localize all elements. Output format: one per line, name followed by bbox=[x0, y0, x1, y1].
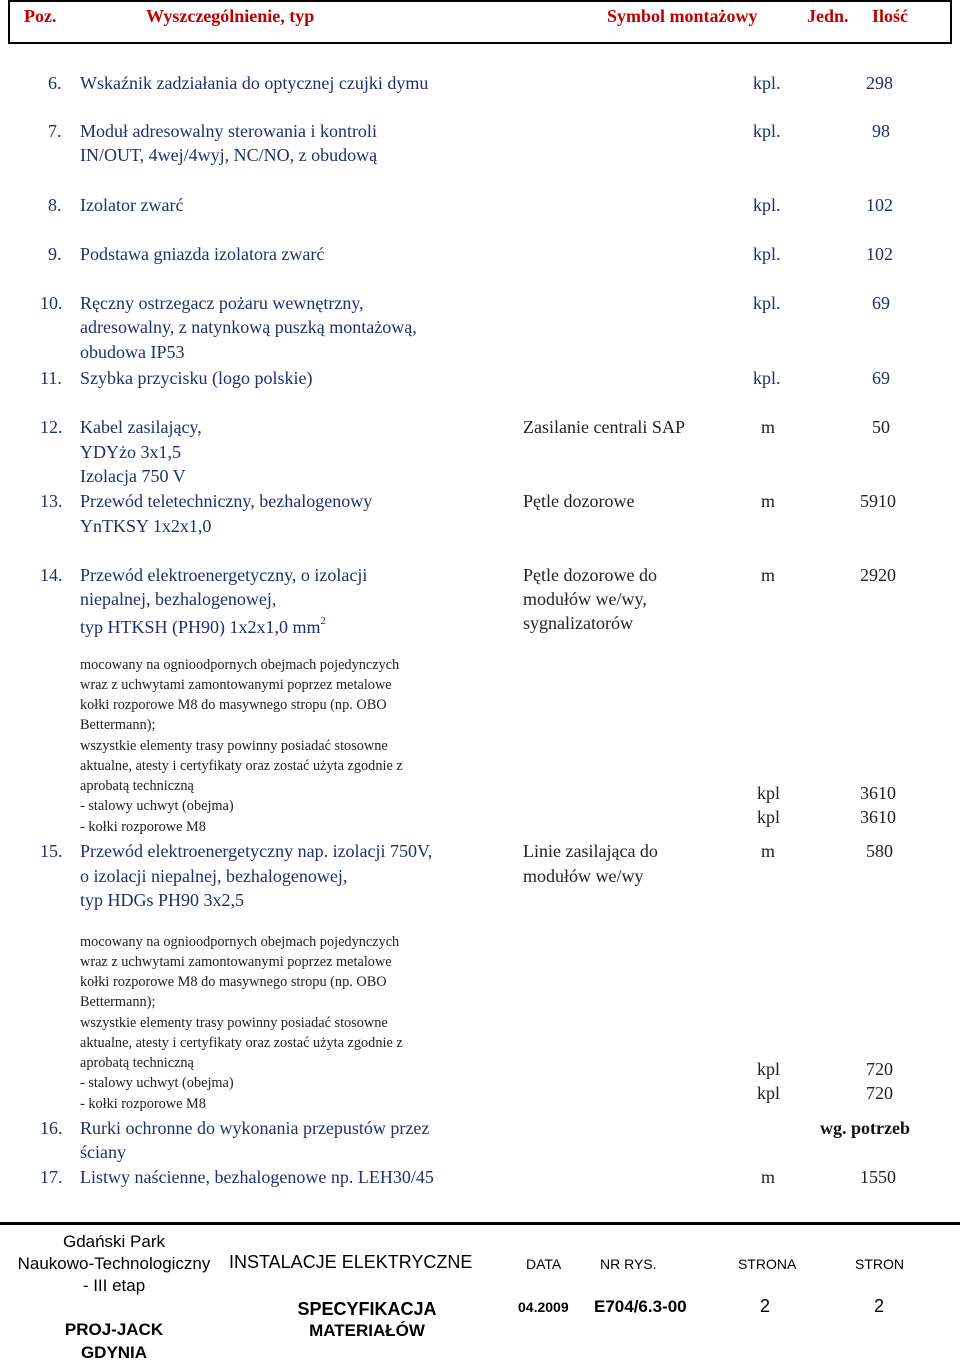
row-number: 7. bbox=[48, 121, 62, 141]
row-number: 9. bbox=[48, 244, 62, 264]
drawing-number: E704/6.3-00 bbox=[594, 1297, 687, 1316]
row-symbol-line3: sygnalizatorów bbox=[523, 613, 633, 633]
note-line: mocowany na ognioodpornych obejmach pojedynczych bbox=[80, 934, 400, 950]
row-unit: kpl. bbox=[753, 121, 781, 141]
header-unit: Jedn. bbox=[807, 6, 849, 26]
note-line: mocowany na ognioodpornych obejmach pojedynczych bbox=[80, 657, 400, 673]
row-number: 13. bbox=[40, 491, 63, 511]
row-quantity: 1550 bbox=[860, 1167, 896, 1187]
note-unit: kpl bbox=[757, 1059, 781, 1079]
row-number: 15. bbox=[40, 841, 63, 861]
row-number: 16. bbox=[40, 1118, 63, 1138]
note-quantity: 720 bbox=[866, 1083, 893, 1103]
row-symbol: Zasilanie centrali SAP bbox=[523, 417, 685, 437]
row-description-line3: typ HDGs PH90 3x2,5 bbox=[80, 890, 245, 910]
row-unit: kpl. bbox=[753, 368, 781, 388]
row-quantity: 298 bbox=[866, 73, 893, 93]
row-unit: m bbox=[761, 417, 776, 437]
row-unit: kpl. bbox=[753, 195, 781, 215]
row-quantity: 69 bbox=[872, 293, 890, 313]
note-line: - kołki rozporowe M8 bbox=[80, 819, 206, 835]
row-quantity: 580 bbox=[866, 841, 893, 861]
row-description-line1: Przewód elektroenergetyczny nap. izolacji 750V, bbox=[80, 841, 433, 861]
row-unit: m bbox=[761, 565, 776, 585]
row-description-line1: Kabel zasilający, bbox=[80, 417, 202, 437]
row-description: Listwy naścienne, bezhalogenowe np. LEH30/45 bbox=[80, 1167, 434, 1187]
note-line: aprobatą techniczną bbox=[80, 1055, 194, 1071]
row-number: 17. bbox=[40, 1167, 63, 1187]
row-description-line2: IN/OUT, 4wej/4wyj, NC/NO, z obudową bbox=[80, 145, 378, 165]
row-description-line2: ściany bbox=[80, 1142, 126, 1162]
row-unit: kpl. bbox=[753, 73, 781, 93]
note-line: aktualne, atesty i certyfikaty oraz zostać użyta zgodnie z bbox=[80, 758, 403, 774]
note-line: - stalowy uchwyt (obejma) bbox=[80, 1075, 234, 1091]
row-number: 10. bbox=[40, 293, 63, 313]
row-description-line3: obudowa IP53 bbox=[80, 342, 185, 362]
row-description-line1: Ręczny ostrzegacz pożaru wewnętrzny, bbox=[80, 293, 364, 313]
note-quantity: 720 bbox=[866, 1059, 893, 1079]
note-line: wraz z uchwytami zamontowanymi poprzez metalowe bbox=[80, 954, 392, 970]
date-label: DATA bbox=[526, 1256, 562, 1272]
row-unit: m bbox=[761, 1167, 776, 1187]
row-number: 14. bbox=[40, 565, 63, 585]
header-poz: Poz. bbox=[24, 6, 57, 26]
row-description-line3 bbox=[80, 611, 326, 639]
row-quantity: 5910 bbox=[860, 491, 896, 511]
row-description-line2: adresowalny, z natynkową puszką montażową, bbox=[80, 317, 417, 337]
pages-total: 2 bbox=[874, 1296, 885, 1316]
row-number: 11. bbox=[40, 368, 62, 388]
note-quantity: 3610 bbox=[860, 807, 896, 827]
row-description-text: typ HTKSH (PH90) 1x2x1,0 mm bbox=[80, 617, 321, 637]
page-number: 2 bbox=[760, 1296, 771, 1316]
row-quantity: 102 bbox=[866, 195, 893, 215]
designer-office-line1: PROJ-JACK bbox=[64, 1320, 164, 1339]
row-number: 8. bbox=[48, 195, 62, 215]
row-description-line1: Przewód elektroenergetyczny, o izolacji bbox=[80, 565, 368, 585]
note-line: kołki rozporowe M8 do masywnego stropu (np. OBO bbox=[80, 974, 387, 990]
drawing-number-label: NR RYS. bbox=[600, 1256, 657, 1272]
project-name-line1: Gdański Park bbox=[62, 1232, 166, 1251]
row-quantity: 2920 bbox=[860, 565, 896, 585]
note-unit: kpl bbox=[757, 783, 781, 803]
note-unit: kpl bbox=[757, 807, 781, 827]
row-unit: m bbox=[761, 491, 776, 511]
note-line: Bettermann); bbox=[80, 717, 156, 733]
page-label: STRONA bbox=[738, 1256, 797, 1272]
superscript: 2 bbox=[320, 615, 327, 627]
note-line: wszystkie elementy trasy powinny posiadać stosowne bbox=[80, 738, 388, 754]
row-description-line1: Przewód teletechniczny, bezhalogenowy bbox=[80, 491, 373, 511]
row-description-line2: o izolacji niepalnej, bezhalogenowej, bbox=[80, 866, 348, 886]
row-symbol-line2: modułów we/wy bbox=[523, 866, 644, 886]
header-symbol: Symbol montażowy bbox=[607, 6, 758, 26]
note-line: Bettermann); bbox=[80, 994, 156, 1010]
drawing-title-line2: MATERIAŁÓW bbox=[309, 1321, 425, 1340]
note-line: wszystkie elementy trasy powinny posiadać stosowne bbox=[80, 1015, 388, 1031]
note-line: wraz z uchwytami zamontowanymi poprzez metalowe bbox=[80, 677, 392, 693]
row-description: Izolator zwarć bbox=[80, 195, 184, 215]
row-number: 6. bbox=[48, 73, 62, 93]
drawing-title-line1: SPECYFIKACJA bbox=[297, 1299, 437, 1319]
row-symbol: Pętle dozorowe bbox=[523, 491, 635, 511]
row-description-line2: niepalnej, bezhalogenowej, bbox=[80, 589, 277, 609]
row-description-line2: YDYżo 3x1,5 bbox=[80, 442, 181, 462]
note-line: kołki rozporowe M8 do masywnego stropu (np. OBO bbox=[80, 697, 387, 713]
row-description-line3: Izolacja 750 V bbox=[80, 466, 186, 486]
project-name-line3: - III etap bbox=[82, 1276, 146, 1295]
row-description: Wskaźnik zadziałania do optycznej czujki dymu bbox=[80, 73, 429, 93]
header-description: Wyszczególnienie, typ bbox=[146, 6, 315, 26]
note-line: - stalowy uchwyt (obejma) bbox=[80, 798, 234, 814]
designer-office bbox=[0, 1318, 228, 1364]
row-quantity: 102 bbox=[866, 244, 893, 264]
row-unit: m bbox=[761, 841, 776, 861]
row-quantity: 50 bbox=[872, 417, 890, 437]
drawing-title bbox=[229, 1298, 505, 1342]
branch-label: INSTALACJE ELEKTRYCZNE bbox=[229, 1252, 473, 1272]
row-description: Szybka przycisku (logo polskie) bbox=[80, 368, 313, 388]
row-unit: kpl. bbox=[753, 244, 781, 264]
row-symbol-line1: Pętle dozorowe do bbox=[523, 565, 657, 585]
row-description-line1: Rurki ochronne do wykonania przepustów przez bbox=[80, 1118, 430, 1138]
row-number: 12. bbox=[40, 417, 63, 437]
note-line: aktualne, atesty i certyfikaty oraz zostać użyta zgodnie z bbox=[80, 1035, 403, 1051]
title-block bbox=[0, 1222, 960, 1370]
project-name bbox=[0, 1231, 228, 1297]
row-description-line1: Moduł adresowalny sterowania i kontroli bbox=[80, 121, 377, 141]
row-description: Podstawa gniazda izolatora zwarć bbox=[80, 244, 325, 264]
pages-label: STRON bbox=[855, 1256, 904, 1272]
designer-office-line2: GDYNIA bbox=[80, 1343, 148, 1362]
note-line: aprobatą techniczną bbox=[80, 778, 194, 794]
row-quantity: wg. potrzeb bbox=[820, 1118, 910, 1138]
row-description-line2: YnTKSY 1x2x1,0 bbox=[80, 516, 212, 536]
row-symbol-line2: modułów we/wy, bbox=[523, 589, 647, 609]
note-quantity: 3610 bbox=[860, 783, 896, 803]
header-quantity: Ilość bbox=[872, 6, 908, 26]
row-quantity: 69 bbox=[872, 368, 890, 388]
note-line: - kołki rozporowe M8 bbox=[80, 1096, 206, 1112]
row-unit: kpl. bbox=[753, 293, 781, 313]
row-symbol-line1: Linie zasilająca do bbox=[523, 841, 658, 861]
row-quantity: 98 bbox=[872, 121, 890, 141]
note-unit: kpl bbox=[757, 1083, 781, 1103]
date-value: 04.2009 bbox=[518, 1299, 569, 1315]
project-name-line2: Naukowo-Technologiczny bbox=[17, 1254, 211, 1273]
